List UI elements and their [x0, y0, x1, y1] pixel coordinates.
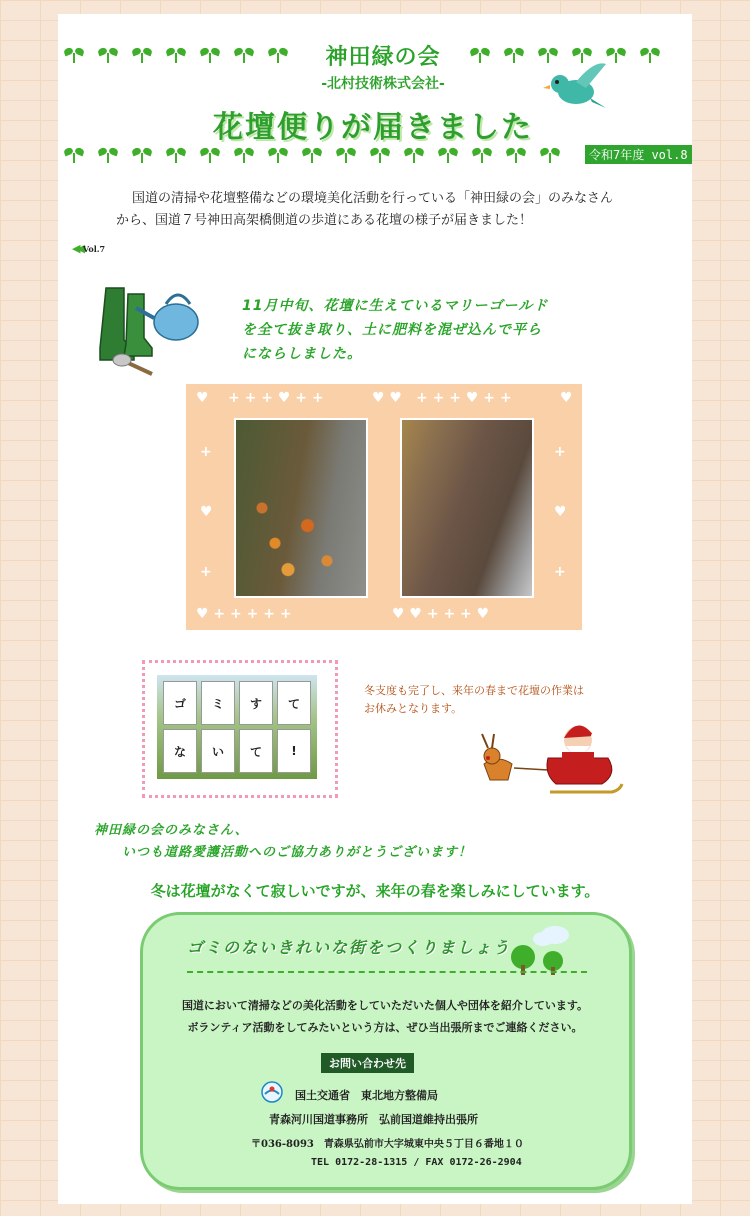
santa-sleigh-illustration	[478, 714, 628, 804]
intro-line-2: から、国道７号神田高架橋側道の歩道にある花壇の様子が届きました！	[116, 213, 533, 228]
sprout-icon	[302, 148, 322, 164]
plus-icon: + + + ♥ + +	[416, 390, 512, 406]
sprout-icon	[470, 48, 490, 64]
mlit-logo-icon	[261, 1081, 283, 1103]
photo-frame	[186, 384, 582, 630]
sprout-icon	[166, 148, 186, 164]
intro-line-1: 国道の清掃や花壇整備などの環境美化活動を行っている「神田緑の会」のみなさん	[132, 191, 614, 206]
sprout-icon	[98, 148, 118, 164]
sprout-icon	[370, 148, 390, 164]
sprout-icon	[506, 148, 526, 164]
winter-message: 冬は花壇がなくて寂しいですが、来年の春を楽しみにしています。	[150, 882, 600, 900]
heart-icon: ♥	[196, 390, 209, 406]
plus-icon: ♥	[554, 504, 567, 520]
plus-icon: ♥	[200, 504, 213, 520]
sprout-icon	[268, 148, 288, 164]
info-box	[140, 912, 632, 1190]
double-left-arrow-icon: ◀◀	[72, 242, 81, 255]
sign-tile: な	[163, 729, 197, 773]
flower-sign-photo	[142, 660, 338, 798]
bird-icon	[540, 58, 610, 118]
office-tel-fax: TEL 0172-28-1315 / FAX 0172-26-2904	[311, 1157, 522, 1168]
sign-tile: す	[239, 681, 273, 725]
info-heading: ゴミのないきれいな街をつくりましょう	[187, 938, 512, 957]
sprout-icon	[132, 148, 152, 164]
header-title-group	[308, 40, 458, 93]
thanks-line-2: いつも道路愛護活動へのご協力ありがとうございます！	[122, 845, 473, 860]
trees-icon	[497, 921, 587, 977]
info-text-line-1: 国道において清掃などの美化活動をしていただいた個人や団体を紹介しています。	[181, 999, 589, 1012]
sprout-border-bottom	[64, 148, 560, 166]
heart-icon: ♥ ♥ + + + ♥	[392, 606, 490, 622]
side-note	[364, 682, 644, 718]
sign-tile: い	[201, 729, 235, 773]
office-address: 〒036-8093 青森県弘前市大字城東中央５丁目６番地１０	[251, 1139, 524, 1150]
flowerbed-photo-before	[234, 418, 368, 598]
volume-badge: 令和7年度 vol.8	[585, 145, 692, 164]
sprout-icon	[640, 48, 660, 64]
report-line-2: を全て抜き取り、土に肥料を混ぜ込んで平ら	[242, 322, 542, 338]
contact-label: お問い合わせ先	[321, 1053, 414, 1073]
sprout-icon	[64, 148, 84, 164]
sign-board	[157, 675, 317, 779]
main-title: 花壇便りが届きました	[213, 110, 533, 145]
garden-tools-illustration	[86, 278, 216, 378]
sprout-icon	[540, 148, 560, 164]
sprout-icon	[438, 148, 458, 164]
sprout-icon	[504, 48, 524, 64]
sprout-icon	[200, 148, 220, 164]
sprout-icon	[98, 48, 118, 64]
sprout-icon	[404, 148, 424, 164]
prev-volume-label: Vol.7	[82, 243, 106, 254]
prev-volume-link[interactable]	[72, 242, 105, 255]
thanks-message	[94, 820, 674, 864]
office-name-2: 青森河川国道事務所 弘前国道維持出張所	[269, 1113, 478, 1126]
heart-icon: ♥	[560, 390, 573, 406]
info-text-line-2: ボランティア活動をしてみたいという方は、ぜひ当出張所までご連絡ください。	[187, 1021, 583, 1034]
sprout-icon	[336, 148, 356, 164]
group-name: 神田緑の会	[325, 45, 441, 70]
sprout-icon	[472, 148, 492, 164]
plus-icon: +	[554, 444, 566, 460]
report-line-1: 11月中旬、花壇に生えているマリーゴールド	[242, 298, 549, 314]
plus-icon: + + + ♥ + +	[228, 390, 324, 406]
heart-icon: ♥ + + + + +	[196, 606, 292, 622]
intro-text	[116, 188, 636, 232]
sign-tile: て	[277, 681, 311, 725]
company-name: -北村技術株式会社-	[321, 76, 445, 92]
plus-icon: +	[554, 564, 566, 580]
info-text	[157, 995, 613, 1039]
sprout-icon	[64, 48, 84, 64]
sprout-icon	[132, 48, 152, 64]
plus-icon: +	[200, 444, 212, 460]
report-text	[242, 294, 662, 366]
newsletter-page	[58, 14, 692, 1204]
sprout-icon	[200, 48, 220, 64]
sign-tile: ゴ	[163, 681, 197, 725]
side-note-line-2: お休みとなります。	[364, 702, 463, 715]
dashed-divider	[187, 971, 587, 973]
flowerbed-photo-after	[400, 418, 534, 598]
thanks-line-1: 神田緑の会のみなさん、	[94, 823, 249, 838]
sign-tile: !	[277, 729, 311, 773]
sprout-icon	[268, 48, 288, 64]
sign-tile: ミ	[201, 681, 235, 725]
sprout-border-top-left	[64, 48, 288, 66]
report-line-3: にならしました。	[242, 346, 362, 362]
plus-icon: +	[200, 564, 212, 580]
sign-tile: て	[239, 729, 273, 773]
sprout-icon	[234, 48, 254, 64]
sprout-icon	[166, 48, 186, 64]
heart-icon: ♥ ♥	[372, 390, 402, 406]
sprout-icon	[234, 148, 254, 164]
side-note-line-1: 冬支度も完了し、来年の春まで花壇の作業は	[364, 684, 584, 697]
office-name-1: 国土交通省 東北地方整備局	[295, 1089, 438, 1102]
